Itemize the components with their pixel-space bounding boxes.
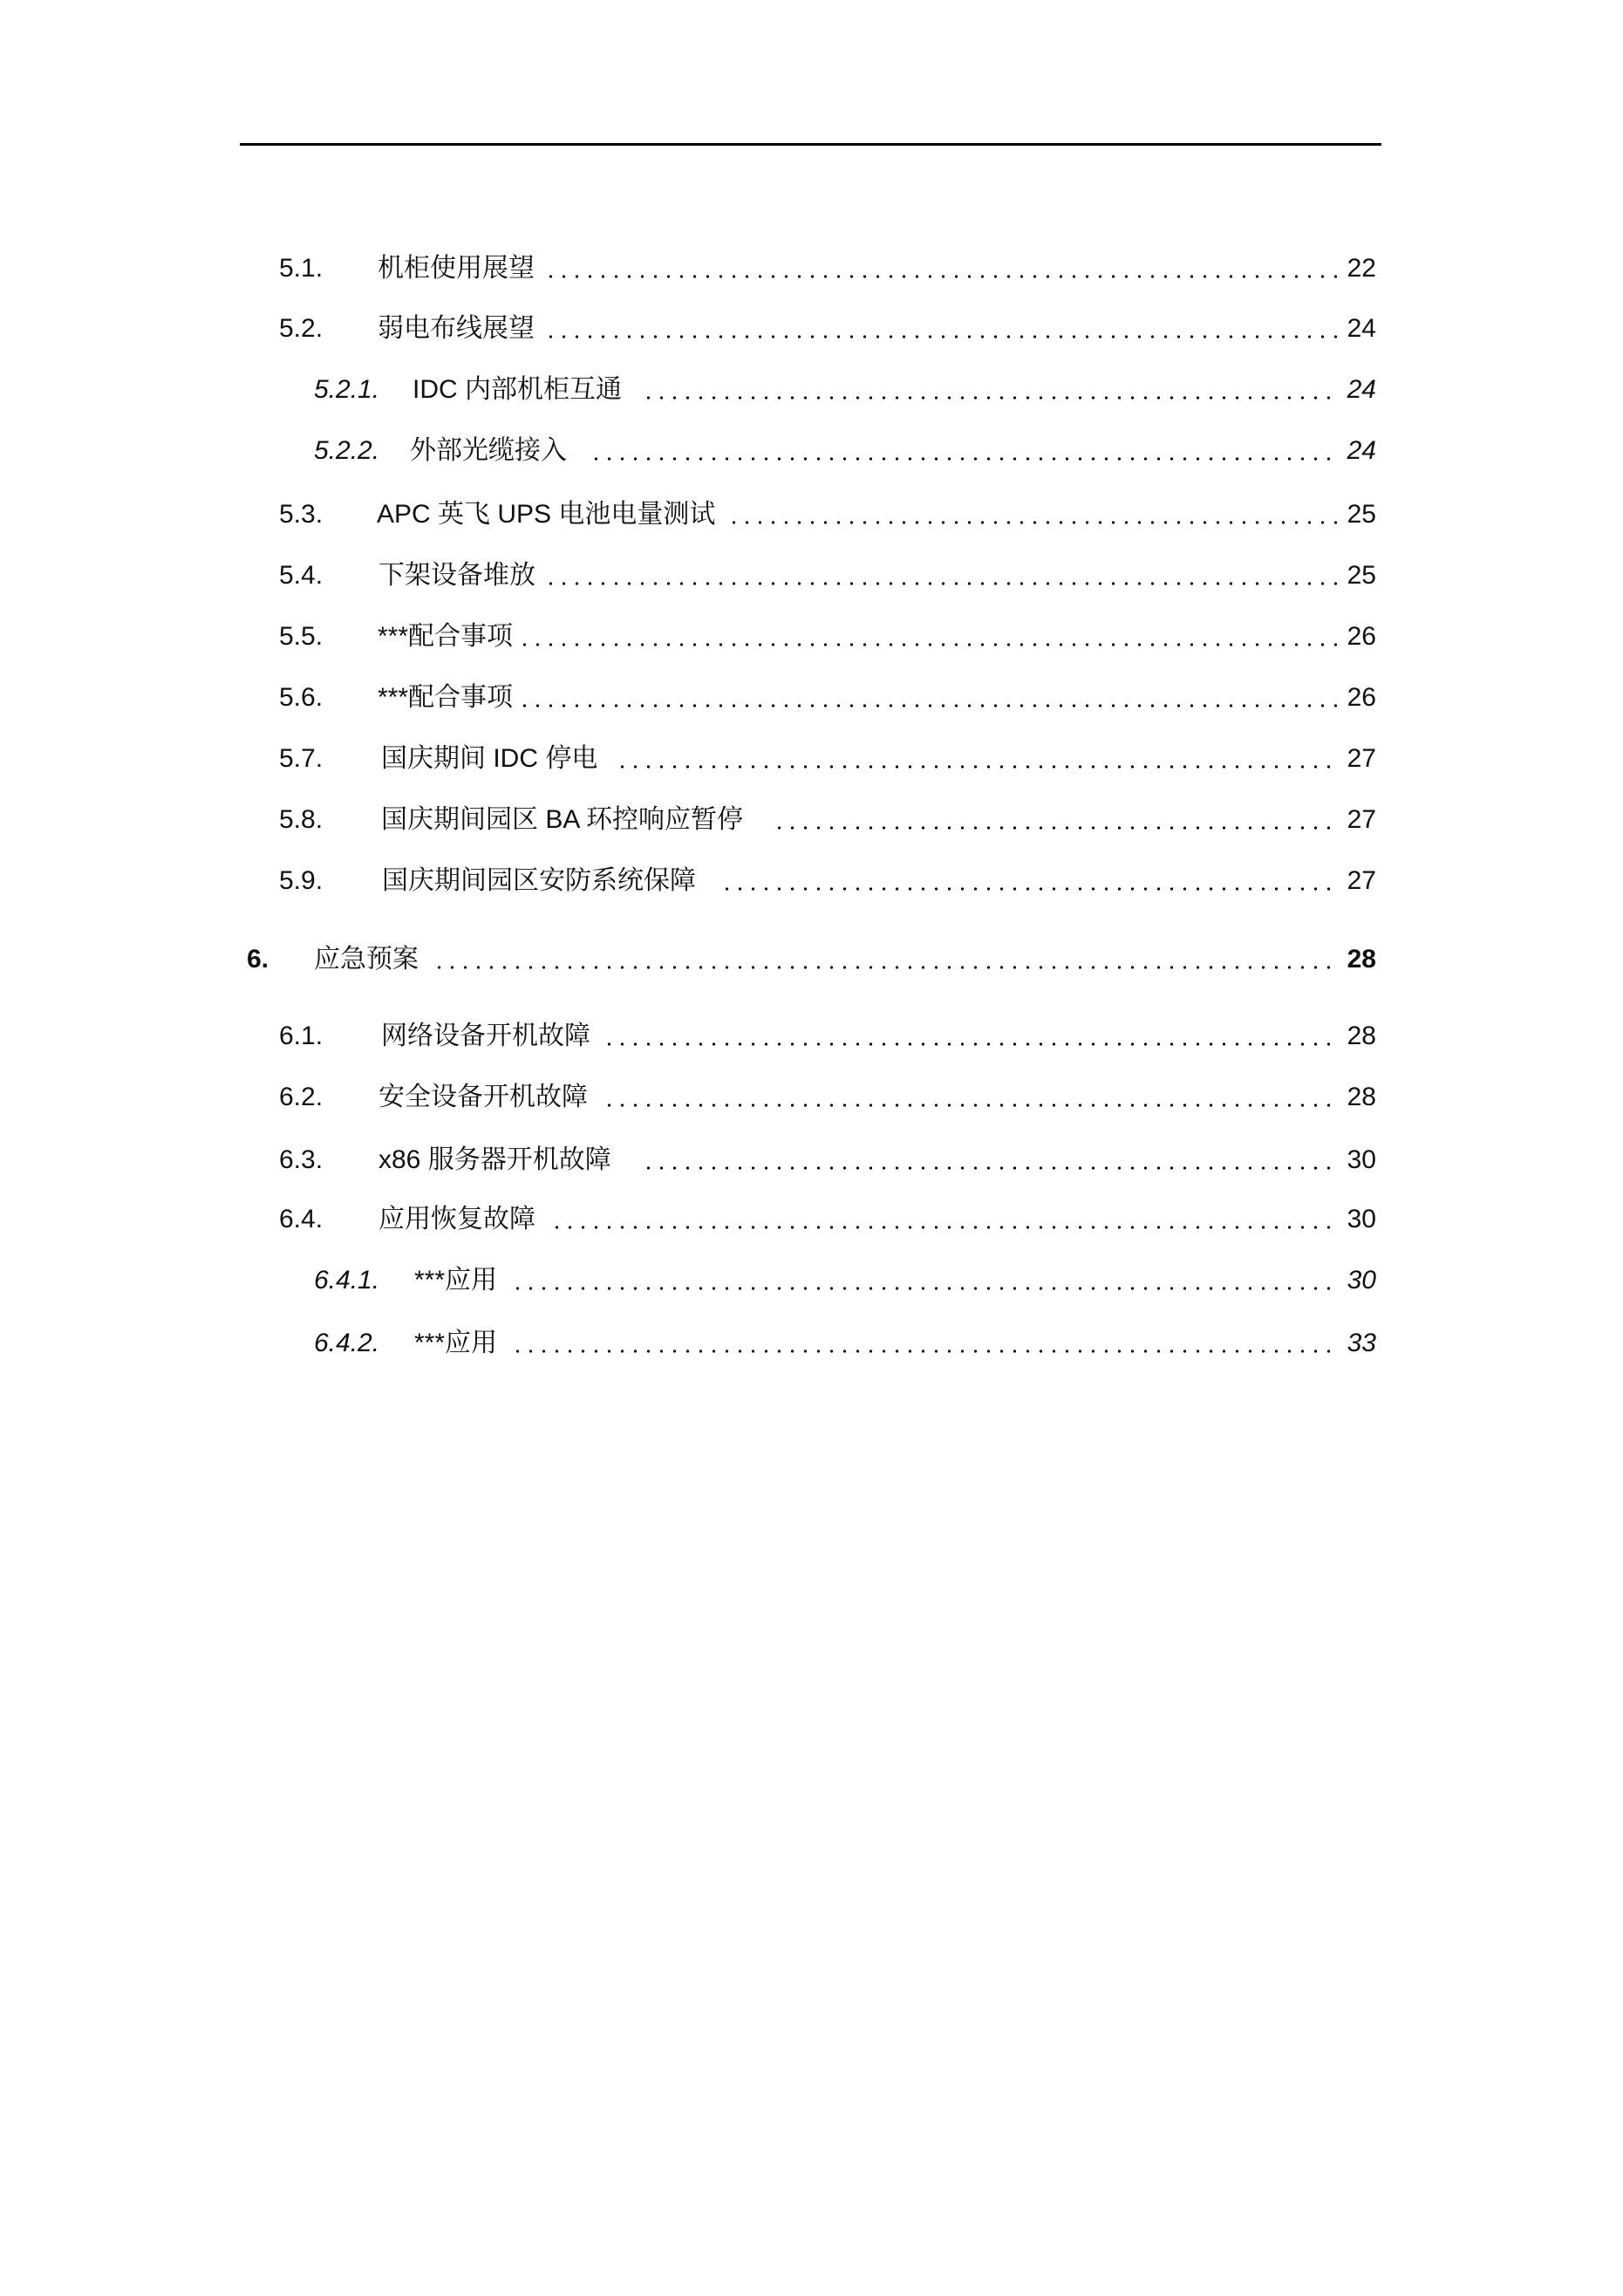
dot-leader: [546, 1226, 1335, 1229]
toc-entry-number: 6.4.1.: [314, 1266, 380, 1295]
dot-leader: [590, 457, 1335, 461]
toc-entry-page: 30: [1347, 1145, 1376, 1174]
toc-entry-page: 24: [1347, 436, 1376, 465]
toc-entry-page: 27: [1347, 744, 1376, 773]
toc-entry-title: 外部光缆接入: [410, 436, 567, 465]
toc-entry-6-3[interactable]: [0, 1143, 1623, 1178]
toc-entry-number: 5.4.: [279, 561, 324, 590]
toc-entry-5-6[interactable]: [0, 680, 1623, 715]
toc-entry-5-2-1[interactable]: [0, 372, 1623, 407]
toc-entry-number: 6.: [247, 945, 269, 974]
toc-entry-number: 5.1.: [279, 254, 324, 283]
toc-entry-number: 6.3.: [279, 1145, 324, 1174]
toc-entry-title: 应用恢复故障: [378, 1205, 535, 1233]
toc-entry-number: 5.7.: [279, 744, 324, 773]
toc-entry-title: 国庆期间 IDC 停电: [381, 744, 598, 773]
toc-entry-title: 机柜使用展望: [378, 254, 535, 283]
toc-entry-6-1[interactable]: [0, 1019, 1623, 1054]
toc-entry-page: 22: [1347, 254, 1376, 283]
toc-entry-number: 5.6.: [279, 683, 324, 712]
toc-entry-5-2[interactable]: [0, 311, 1623, 346]
toc-entry-6[interactable]: [0, 942, 1623, 977]
toc-entry-title: x86 服务器开机故障: [378, 1145, 611, 1174]
toc-entry-6-2[interactable]: [0, 1080, 1623, 1115]
toc-entry-6-4-2[interactable]: [0, 1326, 1623, 1361]
toc-entry-page: 26: [1347, 622, 1376, 651]
dot-leader: [642, 396, 1335, 400]
toc-entry-number: 6.2.: [279, 1083, 324, 1111]
toc-entry-title: ***应用: [414, 1266, 498, 1295]
toc-entry-number: 5.3.: [279, 500, 324, 529]
dot-leader: [637, 1166, 1335, 1170]
toc-entry-page: 24: [1347, 375, 1376, 404]
toc-entry-number: 6.4.2.: [314, 1329, 380, 1357]
dot-leader: [506, 1350, 1335, 1353]
dot-leader: [733, 521, 1342, 524]
toc-entry-number: 5.8.: [279, 805, 324, 834]
dot-leader: [522, 704, 1342, 707]
toc-entry-page: 24: [1347, 314, 1376, 343]
toc-entry-number: 5.5.: [279, 622, 324, 651]
toc-entry-number: 6.4.: [279, 1205, 324, 1233]
dot-leader: [546, 582, 1342, 585]
toc-entry-5-4[interactable]: [0, 558, 1623, 593]
toc-entry-title: IDC 内部机柜互通: [413, 375, 622, 404]
dot-leader: [429, 966, 1335, 969]
toc-entry-5-8[interactable]: [0, 803, 1623, 837]
toc-entry-number: 5.9.: [279, 866, 324, 895]
toc-entry-5-5[interactable]: [0, 619, 1623, 654]
toc-entry-title: 安全设备开机故障: [378, 1083, 588, 1111]
dot-leader: [522, 643, 1342, 646]
toc-entry-number: 6.1.: [279, 1022, 324, 1050]
dot-leader: [610, 765, 1335, 769]
toc-entry-number: 5.2.: [279, 314, 324, 343]
toc-entry-page: 28: [1347, 1083, 1376, 1111]
toc-entry-page: 28: [1347, 1022, 1376, 1050]
toc-entry-title: 网络设备开机故障: [381, 1022, 590, 1050]
toc-entry-number: 5.2.1.: [314, 375, 380, 404]
toc-entry-title: 国庆期间园区 BA 环控响应暂停: [381, 805, 744, 834]
toc-entry-5-9[interactable]: [0, 864, 1623, 899]
toc-entry-page: 33: [1347, 1329, 1376, 1357]
dot-leader: [717, 887, 1335, 891]
toc-entry-page: 25: [1347, 500, 1376, 529]
toc-entry-page: 26: [1347, 683, 1376, 712]
toc-entry-page: 30: [1347, 1205, 1376, 1233]
toc-entry-page: 27: [1347, 805, 1376, 834]
dot-leader: [602, 1042, 1335, 1046]
toc-entry-title: 弱电布线展望: [378, 314, 535, 343]
toc-entry-title: ***配合事项: [378, 622, 514, 651]
dot-leader: [769, 826, 1335, 830]
toc-entry-title: 应急预案: [314, 945, 419, 974]
toc-entry-title: APC 英飞 UPS 电池电量测试: [377, 500, 716, 529]
dot-leader: [506, 1287, 1335, 1290]
toc-entry-title: 下架设备堆放: [378, 561, 535, 590]
toc-entry-title: ***配合事项: [378, 683, 514, 712]
toc-entry-6-4[interactable]: [0, 1202, 1623, 1237]
toc-entry-title: 国庆期间园区安防系统保障: [382, 866, 696, 895]
toc-entry-title: ***应用: [414, 1329, 498, 1357]
dot-leader: [546, 275, 1342, 278]
toc-entry-number: 5.2.2.: [314, 436, 380, 465]
dot-leader: [546, 335, 1342, 338]
dot-leader: [602, 1104, 1335, 1107]
toc-entry-page: 25: [1347, 561, 1376, 590]
toc-entry-page: 30: [1347, 1266, 1376, 1295]
toc-entry-5-1[interactable]: [0, 251, 1623, 286]
toc-entry-5-3[interactable]: [0, 497, 1623, 532]
toc-entry-5-2-2[interactable]: [0, 434, 1623, 468]
toc-entry-page: 28: [1347, 945, 1376, 974]
toc-entry-5-7[interactable]: [0, 741, 1623, 776]
toc-entry-page: 27: [1347, 866, 1376, 895]
toc-entry-6-4-1[interactable]: [0, 1263, 1623, 1298]
